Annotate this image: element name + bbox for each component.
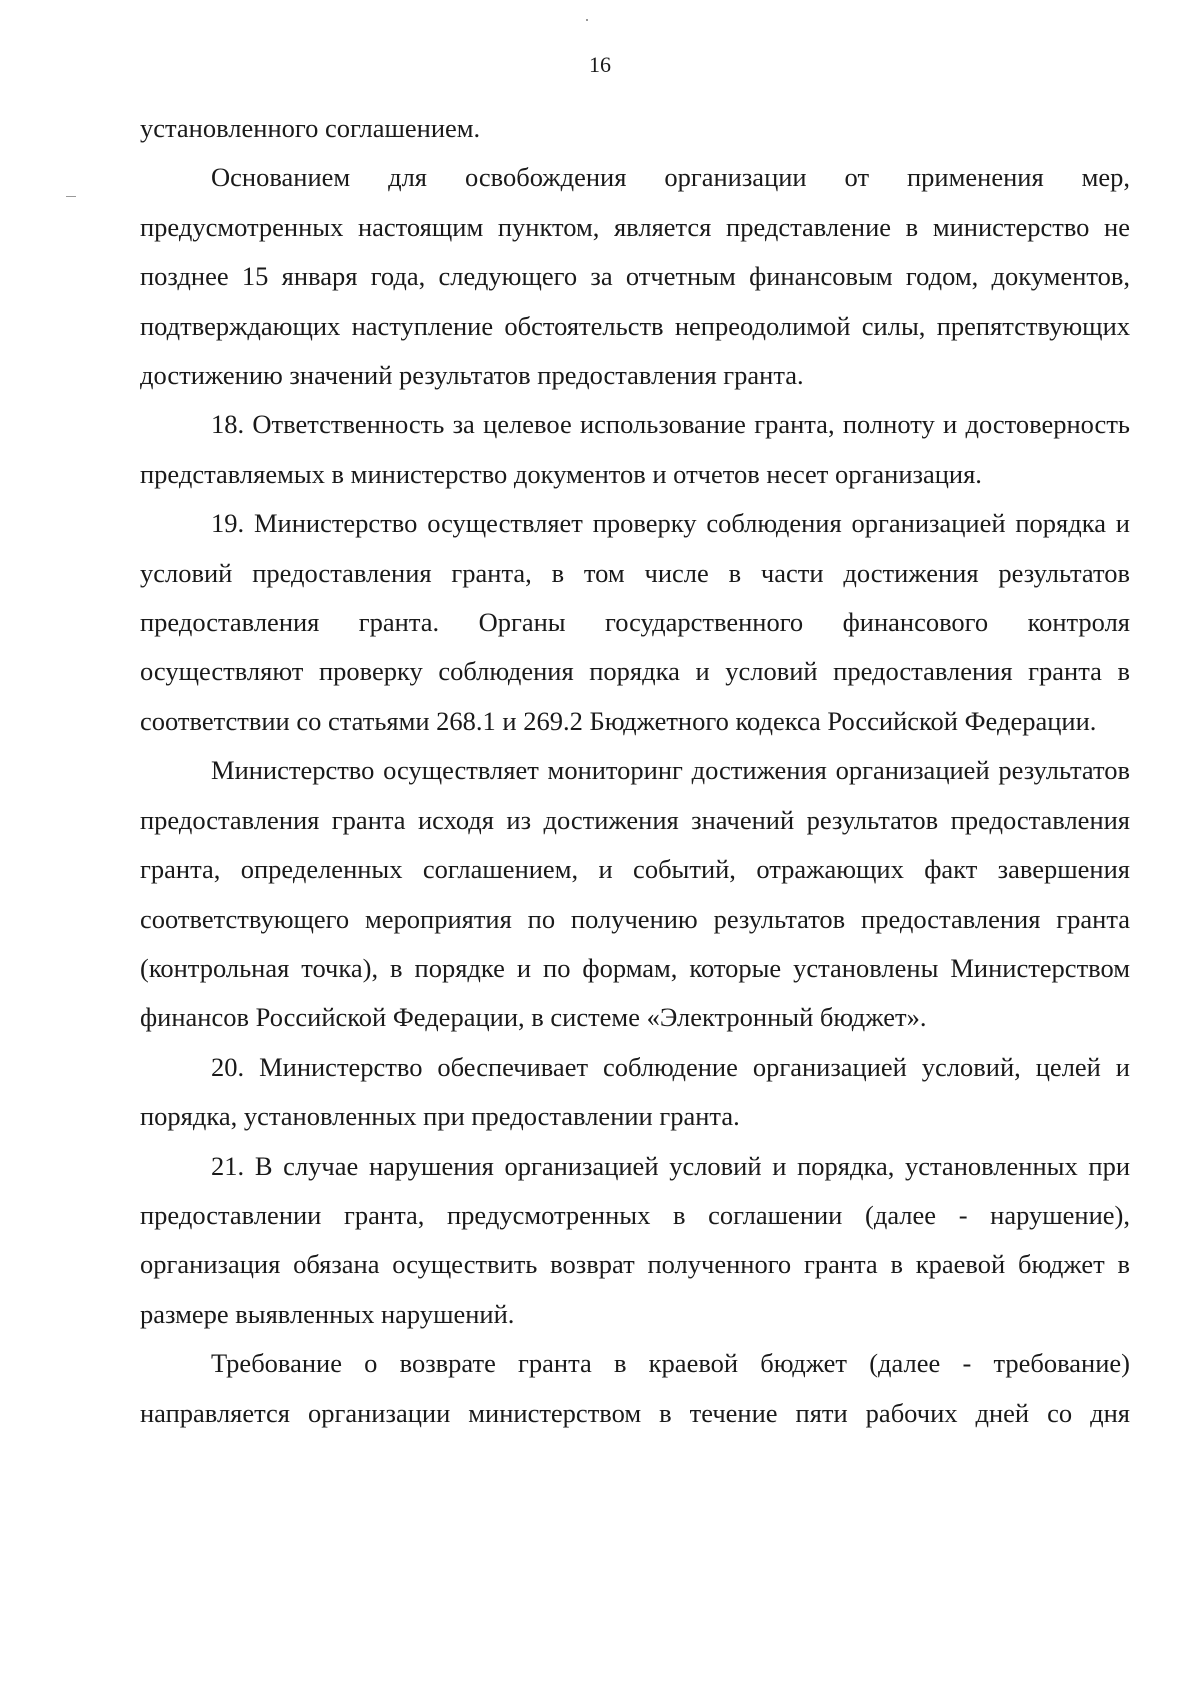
paragraph-item-18: 18. Ответственность за целевое использование гранта, полноту и достоверность представляемых в министерство документов и отчетов несет организация. <box>140 409 1130 489</box>
paragraph-item-21: 21. В случае нарушения организацией условий и порядка, установленных при предоставлении гранта, предусмотренных в соглашении (далее - нарушение), организация обязана осуществить возврат полученного гранта в краевой бюджет в размере выявленных нарушений. <box>140 1150 1130 1329</box>
paragraph-force-majeure: Основанием для освобождения организации от применения мер, предусмотренных настоящим пунктом, является представление в министерство не позднее 15 января года, следующего за отчетным финансовым годом, документов, подтверждающих наступление обстоятельств непреодолимой силы, препятствующих достижению значений результатов предоставления гранта. <box>140 162 1130 391</box>
scan-artifact-mark <box>66 196 76 197</box>
paragraph-item-19: 19. Министерство осуществляет проверку соблюдения организацией порядка и условий предоставления гранта, в том числе в части достижения результатов предоставления гранта. Органы государственного финансового контроля осуществляют проверку соблюдения порядка и условий предоставления гранта в соответствии со статьями 268.1 и 269.2 Бюджетного кодекса Российской Федерации. <box>140 508 1130 736</box>
scan-artifact-dot <box>586 19 588 21</box>
paragraph-requirement: Требование о возврате гранта в краевой бюджет (далее - требование) направляется организации министерством в течение пяти рабочих дней со дня <box>140 1348 1130 1428</box>
paragraph-item-20: 20. Министерство обеспечивает соблюдение организацией условий, целей и порядка, установленных при предоставлении гранта. <box>140 1051 1130 1132</box>
document-body <box>140 104 1130 1438</box>
page-number: 16 <box>589 52 611 77</box>
paragraph-continuation: установленного соглашением. <box>140 113 481 143</box>
paragraph-monitoring: Министерство осуществляет мониторинг достижения организацией результатов предоставления гранта исходя из достижения значений результатов предоставления гранта, определенных соглашением, и событий, отражающих факт завершения соответствующего мероприятия по получению результатов предоставления гранта (контрольная точка), в порядке и по формам, которые установлены Министерством финансов Российской Федерации, в системе «Электронный бюджет». <box>140 755 1130 1033</box>
